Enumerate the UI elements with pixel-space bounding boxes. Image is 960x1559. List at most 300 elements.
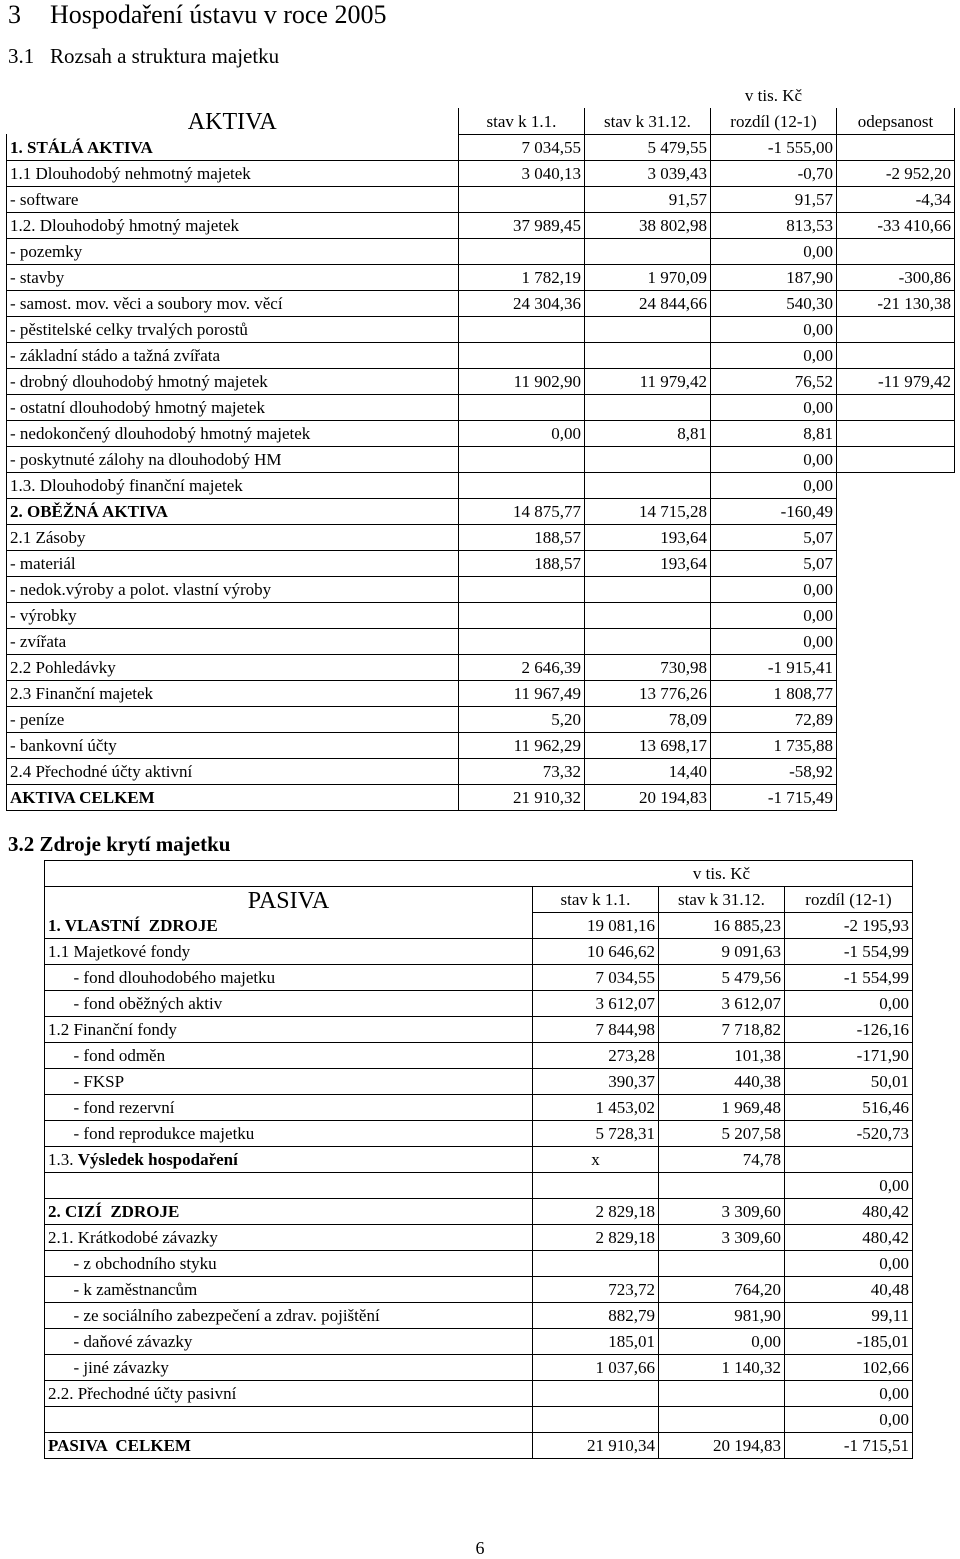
value-start	[459, 342, 585, 368]
value-diff: -520,73	[785, 1121, 913, 1147]
row-label: - pěstitelské celky trvalých porostů	[7, 316, 459, 342]
row-label: - poskytnuté zálohy na dlouhodobý HM	[7, 446, 459, 472]
value-end: 24 844,66	[585, 290, 711, 316]
row-label: - samost. mov. věci a soubory mov. věcí	[7, 290, 459, 316]
table-row	[7, 498, 955, 524]
value-diff	[785, 1147, 913, 1173]
value-start	[459, 628, 585, 654]
value-start: 7 844,98	[533, 1017, 659, 1043]
value-end: 440,38	[659, 1069, 785, 1095]
row-label	[45, 1199, 533, 1225]
row-label-text: - ze sociálního zabezpečení a zdrav. pojištění	[48, 1306, 380, 1325]
value-depreciation	[837, 316, 955, 342]
table-row	[45, 1199, 913, 1225]
value-start: 1 782,19	[459, 264, 585, 290]
table-row	[7, 160, 955, 186]
column-header: odepsanost	[837, 108, 955, 134]
row-label-text: - z obchodního styku	[48, 1254, 217, 1273]
value-start	[459, 472, 585, 498]
value-diff: 480,42	[785, 1199, 913, 1225]
value-start: 5 728,31	[533, 1121, 659, 1147]
assets-table-body	[7, 134, 955, 810]
table-row	[45, 1069, 913, 1095]
value-start: 2 829,18	[533, 1225, 659, 1251]
value-end: 764,20	[659, 1277, 785, 1303]
table-row	[7, 342, 955, 368]
table-row	[45, 965, 913, 991]
value-depreciation	[837, 342, 955, 368]
table-row	[7, 732, 955, 758]
row-label: 2.3 Finanční majetek	[7, 680, 459, 706]
row-label: - základní stádo a tažná zvířata	[7, 342, 459, 368]
value-start: 2 646,39	[459, 654, 585, 680]
value-start: 11 902,90	[459, 368, 585, 394]
row-label-text: - fond odměn	[48, 1046, 166, 1065]
value-diff: -58,92	[711, 758, 837, 784]
value-start: 0,00	[459, 420, 585, 446]
row-label-text: 1.3.	[48, 1150, 78, 1169]
table-row	[7, 602, 955, 628]
table-row	[45, 1277, 913, 1303]
value-diff: -171,90	[785, 1043, 913, 1069]
value-depreciation	[837, 550, 955, 576]
column-header: rozdíl (12-1)	[711, 108, 837, 134]
value-diff: 0,00	[711, 316, 837, 342]
row-label	[45, 1017, 533, 1043]
value-start: 7 034,55	[459, 134, 585, 160]
value-diff: 0,00	[711, 446, 837, 472]
row-label-text: - fond oběžných aktiv	[48, 994, 223, 1013]
chapter-heading	[8, 0, 386, 30]
value-end: 5 479,55	[585, 134, 711, 160]
row-label: - zvířata	[7, 628, 459, 654]
value-diff: 187,90	[711, 264, 837, 290]
value-diff: 1 735,88	[711, 732, 837, 758]
value-start	[459, 186, 585, 212]
value-depreciation	[837, 472, 955, 498]
value-diff: 0,00	[711, 238, 837, 264]
value-depreciation	[837, 706, 955, 732]
row-label-text: - k zaměstnancům	[48, 1280, 198, 1299]
value-start: 7 034,55	[533, 965, 659, 991]
value-diff: 516,46	[785, 1095, 913, 1121]
value-start: 185,01	[533, 1329, 659, 1355]
table-row	[7, 524, 955, 550]
value-start	[459, 394, 585, 420]
value-diff: -160,49	[711, 498, 837, 524]
row-label	[45, 1121, 533, 1147]
table-row	[45, 939, 913, 965]
value-start: 1 453,02	[533, 1095, 659, 1121]
row-label: - nedok.výroby a polot. vlastní výroby	[7, 576, 459, 602]
row-label	[45, 913, 533, 939]
value-diff: 813,53	[711, 212, 837, 238]
row-label: - drobný dlouhodobý hmotný majetek	[7, 368, 459, 394]
value-depreciation	[837, 576, 955, 602]
row-label: 2. OBĚŽNÁ AKTIVA	[7, 498, 459, 524]
value-depreciation	[837, 784, 955, 810]
value-depreciation	[837, 394, 955, 420]
value-start: 3 040,13	[459, 160, 585, 186]
row-label-text: PASIVA CELKEM	[48, 1436, 191, 1455]
value-end: 1 970,09	[585, 264, 711, 290]
table-row	[7, 758, 955, 784]
value-end: 38 802,98	[585, 212, 711, 238]
value-diff: -1 555,00	[711, 134, 837, 160]
table-row	[7, 576, 955, 602]
value-depreciation	[837, 680, 955, 706]
value-start: 24 304,36	[459, 290, 585, 316]
table-row	[7, 706, 955, 732]
value-end: 7 718,82	[659, 1017, 785, 1043]
value-depreciation	[837, 758, 955, 784]
column-header: stav k 1.1.	[459, 108, 585, 134]
column-header: stav k 31.12.	[585, 108, 711, 134]
value-end	[659, 1173, 785, 1199]
value-diff: -185,01	[785, 1329, 913, 1355]
row-label-text: - fond reprodukce majetku	[48, 1124, 255, 1143]
value-diff: 0,00	[711, 472, 837, 498]
value-end: 193,64	[585, 524, 711, 550]
value-diff: 91,57	[711, 186, 837, 212]
table-row	[45, 1121, 913, 1147]
value-diff: -1 554,99	[785, 965, 913, 991]
value-end: 14,40	[585, 758, 711, 784]
row-label: - software	[7, 186, 459, 212]
row-label	[45, 1381, 533, 1407]
table-row	[7, 628, 955, 654]
value-start: x	[533, 1147, 659, 1173]
value-depreciation	[837, 446, 955, 472]
value-end: 20 194,83	[585, 784, 711, 810]
value-start: 723,72	[533, 1277, 659, 1303]
column-header: rozdíl (12-1)	[785, 887, 913, 913]
row-label: - materiál	[7, 550, 459, 576]
value-depreciation	[837, 602, 955, 628]
row-label	[45, 965, 533, 991]
value-depreciation	[837, 732, 955, 758]
table-row	[7, 290, 955, 316]
value-end: 981,90	[659, 1303, 785, 1329]
value-end: 78,09	[585, 706, 711, 732]
row-label: - výrobky	[7, 602, 459, 628]
value-end	[585, 602, 711, 628]
value-start	[533, 1407, 659, 1433]
table-row	[45, 991, 913, 1017]
value-end: 193,64	[585, 550, 711, 576]
row-label-text: - fond dlouhodobého majetku	[48, 968, 276, 987]
table-row	[7, 368, 955, 394]
row-label	[45, 1043, 533, 1069]
value-end: 0,00	[659, 1329, 785, 1355]
value-depreciation: -33 410,66	[837, 212, 955, 238]
row-label	[45, 991, 533, 1017]
table-row	[45, 1017, 913, 1043]
table-row	[45, 1303, 913, 1329]
value-end	[585, 446, 711, 472]
value-depreciation: -11 979,42	[837, 368, 955, 394]
value-diff: 480,42	[785, 1225, 913, 1251]
value-start: 188,57	[459, 550, 585, 576]
value-depreciation	[837, 628, 955, 654]
column-header: stav k 1.1.	[533, 887, 659, 913]
value-start	[533, 1381, 659, 1407]
value-start: 19 081,16	[533, 913, 659, 939]
value-depreciation: -4,34	[837, 186, 955, 212]
value-end: 8,81	[585, 420, 711, 446]
unit-label: v tis. Kč	[659, 861, 785, 887]
row-label	[45, 1355, 533, 1381]
liabilities-table-body	[45, 913, 913, 1459]
value-diff: -1 554,99	[785, 939, 913, 965]
value-diff: 8,81	[711, 420, 837, 446]
row-label	[45, 1433, 533, 1459]
value-end: 101,38	[659, 1043, 785, 1069]
row-label	[45, 1095, 533, 1121]
value-start: 14 875,77	[459, 498, 585, 524]
row-label-text: - fond rezervní	[48, 1098, 175, 1117]
unit-row	[45, 861, 913, 887]
value-depreciation	[837, 654, 955, 680]
section-heading-assets	[8, 42, 279, 70]
value-start: 10 646,62	[533, 939, 659, 965]
row-label: - pozemky	[7, 238, 459, 264]
value-diff: 76,52	[711, 368, 837, 394]
value-diff: 0,00	[785, 1251, 913, 1277]
unit-row	[7, 80, 955, 108]
value-depreciation: -2 952,20	[837, 160, 955, 186]
value-diff: -1 915,41	[711, 654, 837, 680]
row-label-text: 2.1. Krátkodobé závazky	[48, 1228, 218, 1247]
table-row	[7, 472, 955, 498]
row-label: - nedokončený dlouhodobý hmotný majetek	[7, 420, 459, 446]
page-number: 6	[475, 1538, 485, 1558]
value-end: 1 140,32	[659, 1355, 785, 1381]
value-end: 91,57	[585, 186, 711, 212]
table-row	[7, 784, 955, 810]
row-label-text: 1.1 Majetkové fondy	[48, 942, 191, 961]
value-diff: -0,70	[711, 160, 837, 186]
value-start: 1 037,66	[533, 1355, 659, 1381]
table-row	[7, 212, 955, 238]
value-diff: -126,16	[785, 1017, 913, 1043]
value-start: 3 612,07	[533, 991, 659, 1017]
value-end: 3 309,60	[659, 1225, 785, 1251]
row-label: 1.2. Dlouhodobý hmotný majetek	[7, 212, 459, 238]
row-label: 1.1 Dlouhodobý nehmotný majetek	[7, 160, 459, 186]
value-end	[585, 342, 711, 368]
row-label: AKTIVA CELKEM	[7, 784, 459, 810]
value-diff: 99,11	[785, 1303, 913, 1329]
table-row	[7, 654, 955, 680]
row-label	[45, 1225, 533, 1251]
value-depreciation	[837, 524, 955, 550]
value-depreciation: -21 130,38	[837, 290, 955, 316]
table-row	[45, 1043, 913, 1069]
value-start: 5,20	[459, 706, 585, 732]
value-end	[585, 316, 711, 342]
row-label: - bankovní účty	[7, 732, 459, 758]
row-label	[45, 1251, 533, 1277]
row-label	[45, 939, 533, 965]
table-row	[7, 446, 955, 472]
value-start	[533, 1251, 659, 1277]
table-row	[7, 550, 955, 576]
table-row	[7, 134, 955, 160]
value-end: 74,78	[659, 1147, 785, 1173]
section-number: 3.1	[8, 44, 35, 68]
value-start: 73,32	[459, 758, 585, 784]
row-label	[45, 1173, 533, 1199]
row-label: 2.4 Přechodné účty aktivní	[7, 758, 459, 784]
row-label: 2.2 Pohledávky	[7, 654, 459, 680]
value-start: 882,79	[533, 1303, 659, 1329]
value-depreciation: -300,86	[837, 264, 955, 290]
value-diff: 0,00	[785, 1407, 913, 1433]
row-label-text: 2.2. Přechodné účty pasivní	[48, 1384, 237, 1403]
value-start: 21 910,32	[459, 784, 585, 810]
value-diff: 0,00	[711, 342, 837, 368]
row-label	[45, 1407, 533, 1433]
value-depreciation	[837, 134, 955, 160]
value-end: 20 194,83	[659, 1433, 785, 1459]
header-row	[45, 887, 913, 913]
value-end: 9 091,63	[659, 939, 785, 965]
chapter-number: 3	[8, 0, 21, 29]
table-row	[45, 1095, 913, 1121]
row-label-text: 1.2 Finanční fondy	[48, 1020, 177, 1039]
value-diff: -1 715,49	[711, 784, 837, 810]
value-end: 3 612,07	[659, 991, 785, 1017]
column-header: stav k 31.12.	[659, 887, 785, 913]
row-label	[45, 1277, 533, 1303]
table-row	[7, 238, 955, 264]
table-row	[45, 1433, 913, 1459]
value-start: 390,37	[533, 1069, 659, 1095]
value-end	[659, 1251, 785, 1277]
value-start	[459, 316, 585, 342]
value-end	[585, 576, 711, 602]
table-row	[45, 1355, 913, 1381]
value-diff: 5,07	[711, 550, 837, 576]
value-diff: 72,89	[711, 706, 837, 732]
value-end: 13 698,17	[585, 732, 711, 758]
row-label: - stavby	[7, 264, 459, 290]
table-row	[7, 316, 955, 342]
value-diff: 1 808,77	[711, 680, 837, 706]
table-row	[7, 186, 955, 212]
value-end: 13 776,26	[585, 680, 711, 706]
value-diff: 0,00	[711, 394, 837, 420]
value-end: 5 207,58	[659, 1121, 785, 1147]
row-label: 1. STÁLÁ AKTIVA	[7, 134, 459, 160]
row-label-text: 2. CIZÍ ZDROJE	[48, 1202, 180, 1221]
assets-table	[6, 80, 955, 811]
value-start	[459, 576, 585, 602]
value-start	[459, 238, 585, 264]
value-start	[459, 602, 585, 628]
row-label	[45, 1329, 533, 1355]
value-diff: 0,00	[711, 628, 837, 654]
value-end: 3 309,60	[659, 1199, 785, 1225]
table-row	[45, 1225, 913, 1251]
table-title: AKTIVA	[187, 109, 277, 134]
table-row	[45, 1147, 913, 1173]
value-start: 273,28	[533, 1043, 659, 1069]
header-row	[7, 108, 955, 134]
row-label-text: - jiné závazky	[48, 1358, 169, 1377]
value-diff: -2 195,93	[785, 913, 913, 939]
row-label-text: 1. VLASTNÍ ZDROJE	[48, 916, 218, 935]
value-diff: 0,00	[785, 991, 913, 1017]
value-start: 11 967,49	[459, 680, 585, 706]
value-start: 188,57	[459, 524, 585, 550]
value-diff: 5,07	[711, 524, 837, 550]
row-label	[45, 1147, 533, 1173]
section-title: Rozsah a struktura majetku	[50, 44, 280, 68]
value-depreciation	[837, 420, 955, 446]
value-diff: 0,00	[711, 602, 837, 628]
row-label: 2.1 Zásoby	[7, 524, 459, 550]
liabilities-table	[44, 860, 913, 1459]
row-label-bold: Výsledek hospodaření	[77, 1150, 238, 1169]
value-diff: 50,01	[785, 1069, 913, 1095]
value-diff: 102,66	[785, 1355, 913, 1381]
value-diff: 540,30	[711, 290, 837, 316]
value-diff: -1 715,51	[785, 1433, 913, 1459]
chapter-title: Hospodaření ústavu v roce 2005	[50, 0, 387, 29]
row-label	[45, 1303, 533, 1329]
table-row	[45, 1173, 913, 1199]
value-end	[585, 238, 711, 264]
value-diff: 0,00	[711, 576, 837, 602]
row-label-text: - FKSP	[48, 1072, 125, 1091]
row-label	[45, 1069, 533, 1095]
value-start: 21 910,34	[533, 1433, 659, 1459]
value-end: 5 479,56	[659, 965, 785, 991]
section-heading-liabilities: 3.2 Zdroje krytí majetku	[8, 832, 231, 856]
value-start: 2 829,18	[533, 1199, 659, 1225]
value-end: 3 039,43	[585, 160, 711, 186]
table-row	[45, 1251, 913, 1277]
value-end	[659, 1407, 785, 1433]
table-row	[45, 1329, 913, 1355]
value-end: 14 715,28	[585, 498, 711, 524]
value-end: 1 969,48	[659, 1095, 785, 1121]
table-row	[45, 1407, 913, 1433]
value-start: 11 962,29	[459, 732, 585, 758]
row-label-text: - daňové závazky	[48, 1332, 193, 1351]
row-label: - peníze	[7, 706, 459, 732]
table-row	[7, 394, 955, 420]
value-end	[585, 628, 711, 654]
value-diff: 0,00	[785, 1173, 913, 1199]
table-title: PASIVA	[45, 887, 533, 913]
value-diff: 0,00	[785, 1381, 913, 1407]
value-start	[459, 446, 585, 472]
table-row	[45, 913, 913, 939]
value-end	[585, 472, 711, 498]
value-end: 730,98	[585, 654, 711, 680]
row-label: 1.3. Dlouhodobý finanční majetek	[7, 472, 459, 498]
value-end: 16 885,23	[659, 913, 785, 939]
value-depreciation	[837, 238, 955, 264]
unit-label: v tis. Kč	[744, 86, 803, 105]
table-row	[7, 680, 955, 706]
value-end	[659, 1381, 785, 1407]
value-end	[585, 394, 711, 420]
row-label: - ostatní dlouhodobý hmotný majetek	[7, 394, 459, 420]
